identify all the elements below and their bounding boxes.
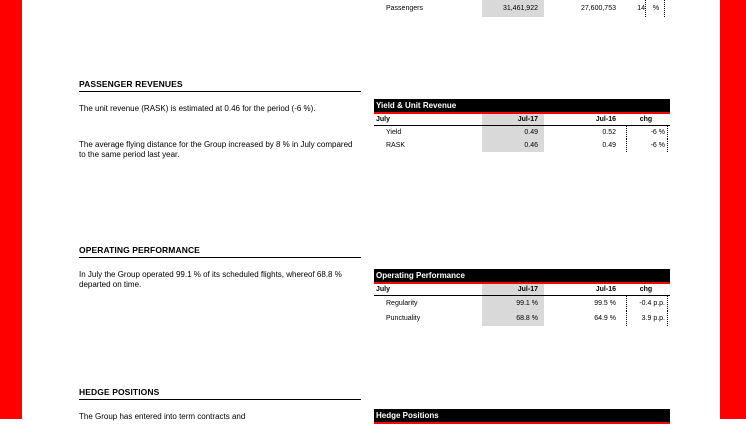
left-red-border bbox=[0, 0, 22, 419]
table-title: Operating Performance bbox=[374, 269, 670, 284]
passengers-change-unit: % bbox=[648, 0, 665, 17]
section-title-passenger-revenues: PASSENGER REVENUES bbox=[79, 79, 361, 92]
table-title: Yield & Unit Revenue bbox=[374, 99, 670, 114]
operating-performance-paragraph-1: In July the Group operated 99.1 % of its scheduled flights, whereof 68.8 % departed on time. bbox=[79, 270, 342, 289]
row-change: -6 % bbox=[626, 139, 668, 152]
column-header: chg bbox=[639, 116, 653, 123]
table-row bbox=[374, 296, 670, 311]
column-header: July bbox=[376, 286, 391, 293]
table-row bbox=[374, 139, 670, 152]
passengers-row bbox=[374, 0, 670, 17]
row-current: 0.46 bbox=[482, 139, 544, 152]
column-header: chg bbox=[639, 286, 653, 293]
table-header-row bbox=[374, 284, 670, 296]
column-header: Jul-17 bbox=[482, 114, 544, 125]
row-current: 68.8 % bbox=[482, 311, 544, 326]
column-header: July bbox=[376, 116, 391, 123]
row-previous: 99.5 % bbox=[594, 300, 616, 307]
column-header: Jul-16 bbox=[595, 116, 616, 123]
column-header: Jul-17 bbox=[482, 284, 544, 295]
row-previous: 64.9 % bbox=[594, 315, 616, 322]
passengers-previous: 27,600,753 bbox=[580, 5, 616, 12]
passenger-revenues-paragraph-1: The unit revenue (RASK) is estimated at 0.46 for the period (-6 %). bbox=[79, 104, 316, 113]
section-title-hedge-positions: HEDGE POSITIONS bbox=[79, 387, 361, 400]
column-header: Jul-16 bbox=[595, 286, 616, 293]
table-row bbox=[374, 311, 670, 326]
hedge-positions-table bbox=[374, 409, 670, 424]
row-label: RASK bbox=[386, 142, 406, 149]
row-change: -0.4 p.p. bbox=[626, 296, 668, 311]
right-red-border bbox=[720, 0, 746, 419]
table-row bbox=[374, 126, 670, 139]
row-previous: 0.49 bbox=[602, 142, 616, 149]
operating-performance-table bbox=[374, 269, 670, 326]
row-previous: 0.52 bbox=[602, 129, 616, 136]
passengers-current: 31,461,922 bbox=[482, 0, 544, 17]
hedge-positions-paragraph-1: The Group has entered into term contracts and bbox=[79, 412, 246, 421]
row-label: Punctuality bbox=[386, 315, 421, 322]
passengers-label: Passengers bbox=[386, 5, 423, 12]
table-title: Hedge Positions bbox=[374, 409, 670, 424]
yield-unit-revenue-table bbox=[374, 99, 670, 152]
row-current: 99.1 % bbox=[482, 296, 544, 311]
section-title-operating-performance: OPERATING PERFORMANCE bbox=[79, 245, 361, 258]
row-change: -6 % bbox=[626, 126, 668, 139]
passenger-revenues-paragraph-2: The average flying distance for the Group increased by 8 % in July compared to the same period last year. bbox=[79, 140, 353, 159]
row-change: 3.9 p.p. bbox=[626, 311, 668, 326]
table-header-row bbox=[374, 114, 670, 126]
row-label: Regularity bbox=[386, 300, 418, 307]
passengers-change: 14 bbox=[626, 0, 646, 17]
row-current: 0.49 bbox=[482, 126, 544, 139]
row-label: Yield bbox=[386, 129, 402, 136]
